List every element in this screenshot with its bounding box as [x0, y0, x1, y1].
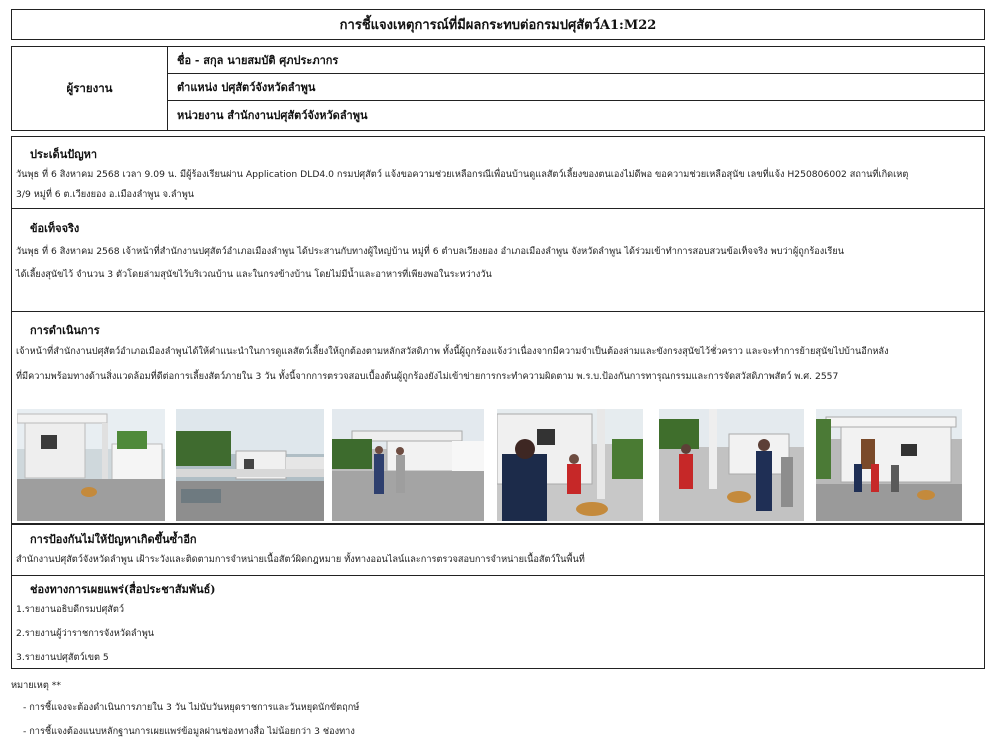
group-in-front-of-house-photo: [816, 409, 962, 521]
actions-heading: การดำเนินการ: [30, 324, 100, 337]
villagers-with-dog-photo: [659, 409, 804, 521]
channel-item-1: 1.รายงานอธิบดีกรมปศุสัตว์: [16, 604, 125, 615]
actions-line-1: เจ้าหน้าที่สำนักงานปศุสัตว์อำเภอเมืองลำพูนได้ให้คำแนะนำในการดูแลสัตว์เลี้ยงให้ถูกต้องตามหลักสวัสดิภาพ ทั้งนี้ผู้ถูกร้องแจ้งว่าเนื่องจากมีความจำเป็นต้องล่ามและขังกรงสุนัขไว้ชั่วคราว และจะทำการย้ายสุนัขไปบ้านอีกหลัง: [16, 346, 889, 357]
problem-heading: ประเด็นปัญหา: [30, 148, 98, 161]
note-item-1: - การชี้แจงจะต้องดำเนินการภายใน 3 วัน ไม่นับวันหยุดราชการและวันหยุดนักขัตฤกษ์: [23, 702, 360, 713]
problem-line-1: วันพุธ ที่ 6 สิงหาคม 2568 เวลา 9.09 น. มีผู้ร้องเรียนผ่าน Application DLD4.0 กรมปศุสัตว์ แจ้งขอความช่วยเหลือกรณีเพื่อนบ้านดูแลสัตว์เลี้ยงของตนเองไม่ดีพอ ขอความช่วยเหลือสุนัข เลขที่แจ้ง H250806002 สถานที่เกิดเหตุ: [16, 169, 909, 180]
problem-section: [12, 137, 984, 209]
page-title: การชี้แจงเหตุการณ์ที่มีผลกระทบต่อกรมปศุสัตว์A1:M22: [11, 9, 985, 40]
channels-section: [12, 576, 984, 668]
facts-line-1: วันพุธ ที่ 6 สิงหาคม 2568 เจ้าหน้าที่สำนักงานปศุสัตว์อำเภอเมืองลำพูน ได้ประสานกับทางผู้ใหญ่บ้าน หมู่ที่ 6 ตำบลเวียงยอง อำเภอเมืองลำพูน จังหวัดลำพูน ได้ร่วมเข้าทำการสอบสวนข้อเท็จจริง พบว่าผู้ถูกร้องเรียน: [16, 246, 845, 257]
prevention-line-1: สำนักงานปศุสัตว์จังหวัดลำพูน เฝ้าระวังและติดตามการจำหน่ายเนื้อสัตว์ผิดกฎหมาย ทั้งทางออนไลน์และการตรวจสอบการจำหน่ายเนื้อสัตว์ในพื้นที่: [16, 554, 585, 565]
note-item-2: - การชี้แจงต้องแนบหลักฐานการเผยแพร่ข้อมูลผ่านช่องทางสื่อ ไม่น้อยกว่า 3 ช่องทาง: [23, 726, 355, 737]
channels-heading: ช่องทางการเผยแพร่(สื่อประชาสัมพันธ์): [30, 583, 216, 596]
notes-heading: หมายเหตุ **: [11, 680, 61, 691]
facts-heading: ข้อเท็จจริง: [30, 222, 80, 235]
problem-line-2: 3/9 หมู่ที่ 6 ต.เวียงยอง อ.เมืองลำพูน จ.ลำพูน: [16, 189, 195, 200]
channel-item-3: 3.รายงานปศุสัตว์เขต 5: [16, 652, 109, 663]
reporter-table: [11, 46, 985, 131]
actions-line-2: ที่มีความพร้อมทางด้านสิ่งแวดล้อมที่ดีต่อการเลี้ยงสัตว์ภายใน 3 วัน ทั้งนี้จากการตรวจสอบเบื้องต้นผู้ถูกร้องยังไม่เข้าข่ายการกระทำความผิดตาม พ.ร.บ.ป้องกันการทารุณกรรมและการจัดสวัสดิภาพสัตว์ พ.ศ. 2557: [16, 371, 839, 382]
prevention-section: [12, 524, 984, 576]
report-body: [11, 136, 985, 669]
channel-item-2: 2.รายงานผู้ว่าราชการจังหวัดลำพูน: [16, 628, 155, 639]
reporter-position: ตำแหน่ง ปศุสัตว์จังหวัดลำพูน: [168, 74, 984, 101]
house-with-dog-photo: [17, 409, 165, 521]
reporter-name: ชื่อ - สกุล นายสมบัติ ศุภประภากร: [168, 47, 984, 74]
officer-with-dog-photo: [497, 409, 643, 521]
facts-section: [12, 209, 984, 312]
reporter-agency: หน่วยงาน สำนักงานปศุสัตว์จังหวัดลำพูน: [177, 108, 368, 122]
facts-line-2: ได้เลี้ยงสุนัขไว้ จำนวน 3 ตัวโดยล่ามสุนัขไว้บริเวณบ้าน และในกรงข้างบ้าน โดยไม่มีน้ำและอาหารที่เพียงพอในระหว่างวัน: [16, 269, 492, 280]
reporter-label: ผู้รายงาน: [12, 47, 168, 130]
prevention-heading: การป้องกันไม่ให้ปัญหาเกิดขึ้นซ้ำอีก: [30, 533, 197, 546]
house-driveway-photo: [176, 409, 324, 521]
officials-standing-photo: [332, 409, 484, 521]
